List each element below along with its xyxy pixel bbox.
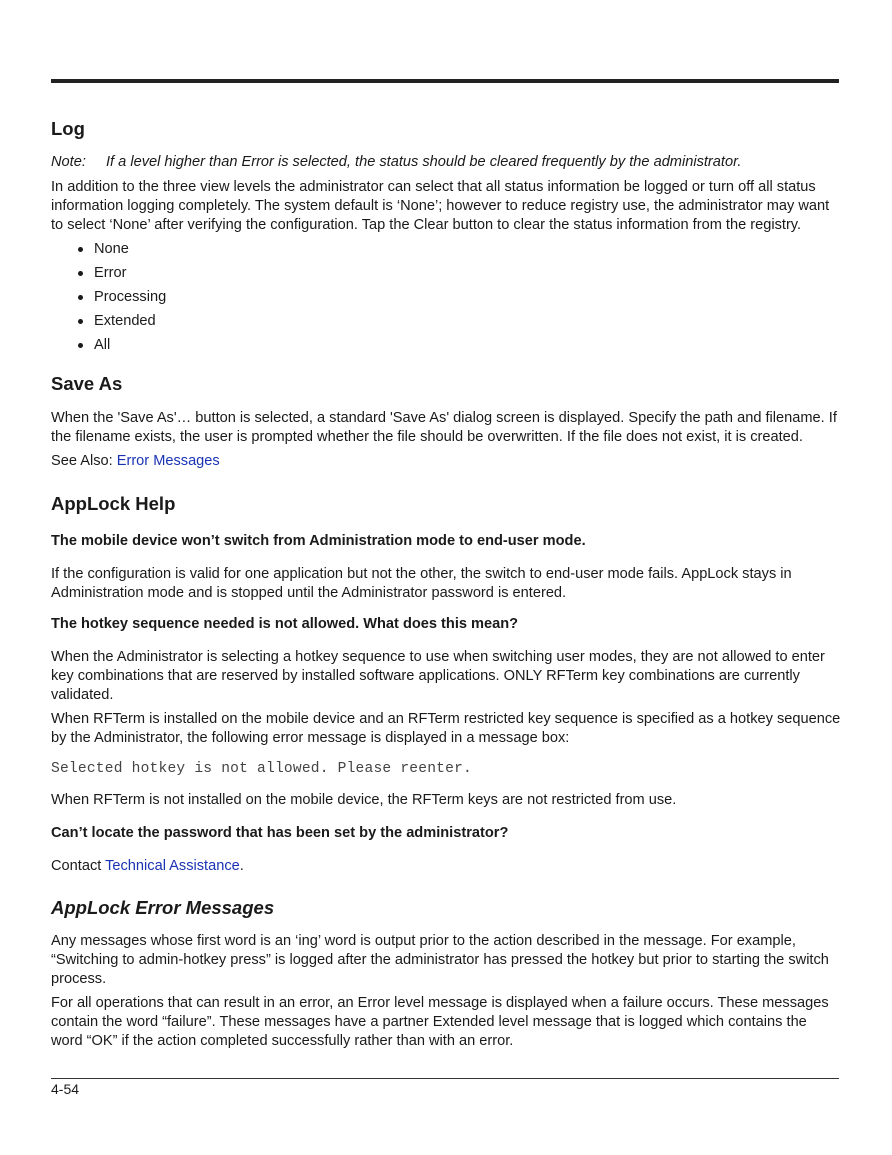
list-item: None (51, 240, 841, 264)
answer-mode-switch: If the configuration is valid for one application but not the other, the switch to end-user mode fails. AppLock stays in Administration mode and is stopped until the Administrator password is entered. (51, 566, 792, 601)
error-messages-link[interactable]: Error Messages (116, 453, 220, 469)
question-password: Can’t locate the password that has been set by the administrator? (51, 825, 509, 841)
applock-help-section (51, 493, 841, 876)
error-messages-p2: For all operations that can result in an error, an Error level message is displayed when a failure occurs. These messages contain the word “failure”. These messages have a partner Extended level message that is logged which contains the word “OK” if the action completed successfully rather than with an error. (51, 995, 829, 1049)
error-messages-p1: Any messages whose first word is an ‘ing’ word is output prior to the action described in the message. For example, “Switching to admin-hotkey press” is logged after the administrator has pressed the hotkey but prior to starting the switch process. (51, 933, 829, 987)
save-as-heading: Save As (51, 373, 123, 394)
save-as-paragraph: When the 'Save As'… button is selected, a standard 'Save As' dialog screen is displayed. Specify the path and filename. If the filename exists, the user is prompted whether the file should be overwritten. If the file does not exist, it is created. (51, 410, 837, 445)
answer-hotkey-p2: When RFTerm is installed on the mobile device and an RFTerm restricted key sequence is specified as a hotkey sequence by the Administrator, the following error message is displayed in a message box: (51, 711, 841, 746)
document-body (51, 118, 841, 1051)
question-hotkey: The hotkey sequence needed is not allowed. What does this mean? (51, 616, 519, 632)
header-rule (51, 79, 839, 83)
list-item: Processing (51, 288, 841, 312)
answer-hotkey-p3: When RFTerm is not installed on the mobile device, the RFTerm keys are not restricted from use. (51, 792, 677, 808)
contact-suffix: . (239, 858, 244, 874)
save-as-section (51, 373, 841, 471)
list-item: Error (51, 264, 841, 288)
note-text: If a level higher than Error is selected, the status should be cleared frequently by the administrator. (106, 154, 742, 170)
see-also-label: See Also: (51, 453, 117, 469)
log-paragraph: In addition to the three view levels the administrator can select that all status information be logged or turn off all status information logging completely. The system default is ‘None’; however to reduce registry use, the administrator may want to select ‘None’ after verifying the configuration. Tap the Clear button to clear the status information from the registry. (51, 179, 830, 233)
see-also (51, 452, 841, 471)
technical-assistance-link[interactable]: Technical Assistance (105, 858, 240, 874)
answer-password (51, 857, 841, 876)
error-message-code: Selected hotkey is not allowed. Please reenter. (51, 761, 473, 777)
log-section (51, 118, 841, 360)
log-levels-list (51, 240, 841, 360)
error-messages-heading: AppLock Error Messages (51, 897, 275, 918)
page-number: 4-54 (51, 1081, 80, 1097)
contact-prefix: Contact (51, 858, 106, 874)
note-label: Note: (51, 154, 86, 170)
question-mode-switch: The mobile device won’t switch from Administration mode to end-user mode. (51, 533, 586, 549)
applock-help-heading: AppLock Help (51, 493, 176, 514)
list-item: Extended (51, 312, 841, 336)
log-heading: Log (51, 118, 85, 139)
list-item: All (51, 336, 841, 360)
note (51, 153, 841, 172)
footer-rule (51, 1078, 839, 1079)
error-messages-section (51, 897, 841, 1051)
answer-hotkey-p1: When the Administrator is selecting a hotkey sequence to use when switching user modes, they are not allowed to enter key combinations that are reserved by installed software applications. ONLY RFTerm key combinations are currently validated. (51, 649, 825, 703)
